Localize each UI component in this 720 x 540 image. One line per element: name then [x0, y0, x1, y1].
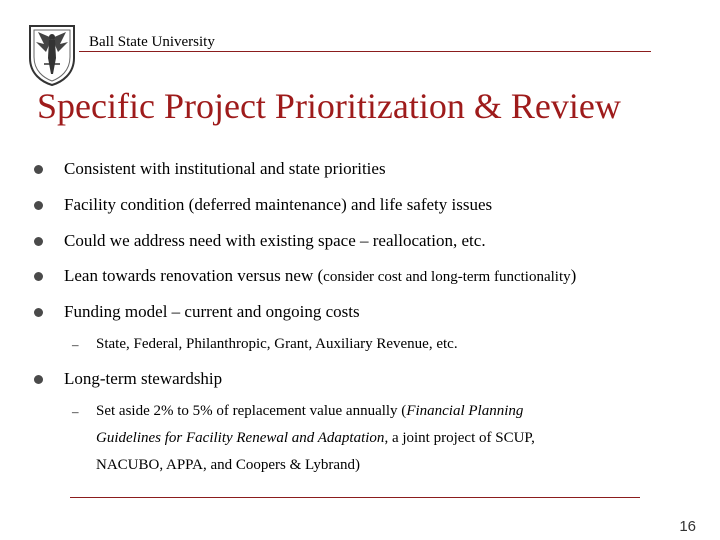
- bullet-item: [64, 266, 576, 286]
- bullet-dot-icon: [34, 201, 43, 210]
- bullet-text: Facility condition (deferred maintenance) and life safety issues: [64, 195, 493, 214]
- bullet-dot-icon: [34, 272, 43, 281]
- page-number: 16: [679, 518, 696, 535]
- footer-divider: [70, 497, 640, 498]
- bullet-dot-icon: [34, 308, 43, 317]
- sub-bullet-item: [72, 398, 535, 479]
- university-seal-logo: [28, 24, 76, 86]
- bullet-dot-icon: [34, 375, 43, 384]
- bullet-item: [64, 231, 486, 251]
- sub-bullet-text: Set aside 2% to 5% of replacement value annually (: [96, 403, 407, 419]
- sub-bullet-text: NACUBO, APPA, and Coopers & Lybrand): [96, 457, 361, 473]
- sub-bullet-italic: Guidelines for Facility Renewal and Adaptation: [96, 430, 385, 446]
- sub-bullet-text: State, Federal, Philanthropic, Grant, Auxiliary Revenue, etc.: [96, 336, 458, 352]
- sub-bullet-text: , a joint project of SCUP,: [384, 430, 535, 446]
- slide-title: Specific Project Prioritization & Review: [37, 86, 621, 126]
- bullet-dot-icon: [34, 165, 43, 174]
- sub-bullet-item: [72, 331, 458, 358]
- bullet-text: Funding model – current and ongoing costs: [64, 302, 360, 321]
- bullet-item: [64, 302, 360, 322]
- bullet-item: [64, 195, 492, 215]
- bullet-text: Long-term stewardship: [64, 369, 223, 388]
- bullet-text-small: consider cost and long-term functionality: [323, 269, 571, 285]
- header-divider: [79, 51, 651, 52]
- bullet-item: [64, 159, 386, 179]
- bullet-item: [64, 369, 222, 389]
- bullet-text: Lean towards renovation versus new (: [64, 266, 324, 285]
- dash-icon: –: [72, 337, 79, 352]
- bullet-text: Consistent with institutional and state priorities: [64, 159, 386, 178]
- university-name: Ball State University: [89, 34, 215, 50]
- sub-bullet-italic: Financial Planning: [406, 403, 524, 419]
- bullet-text: Could we address need with existing space – reallocation, etc.: [64, 231, 486, 250]
- bullet-dot-icon: [34, 237, 43, 246]
- bullet-text: ): [570, 266, 577, 285]
- dash-icon: –: [72, 404, 79, 419]
